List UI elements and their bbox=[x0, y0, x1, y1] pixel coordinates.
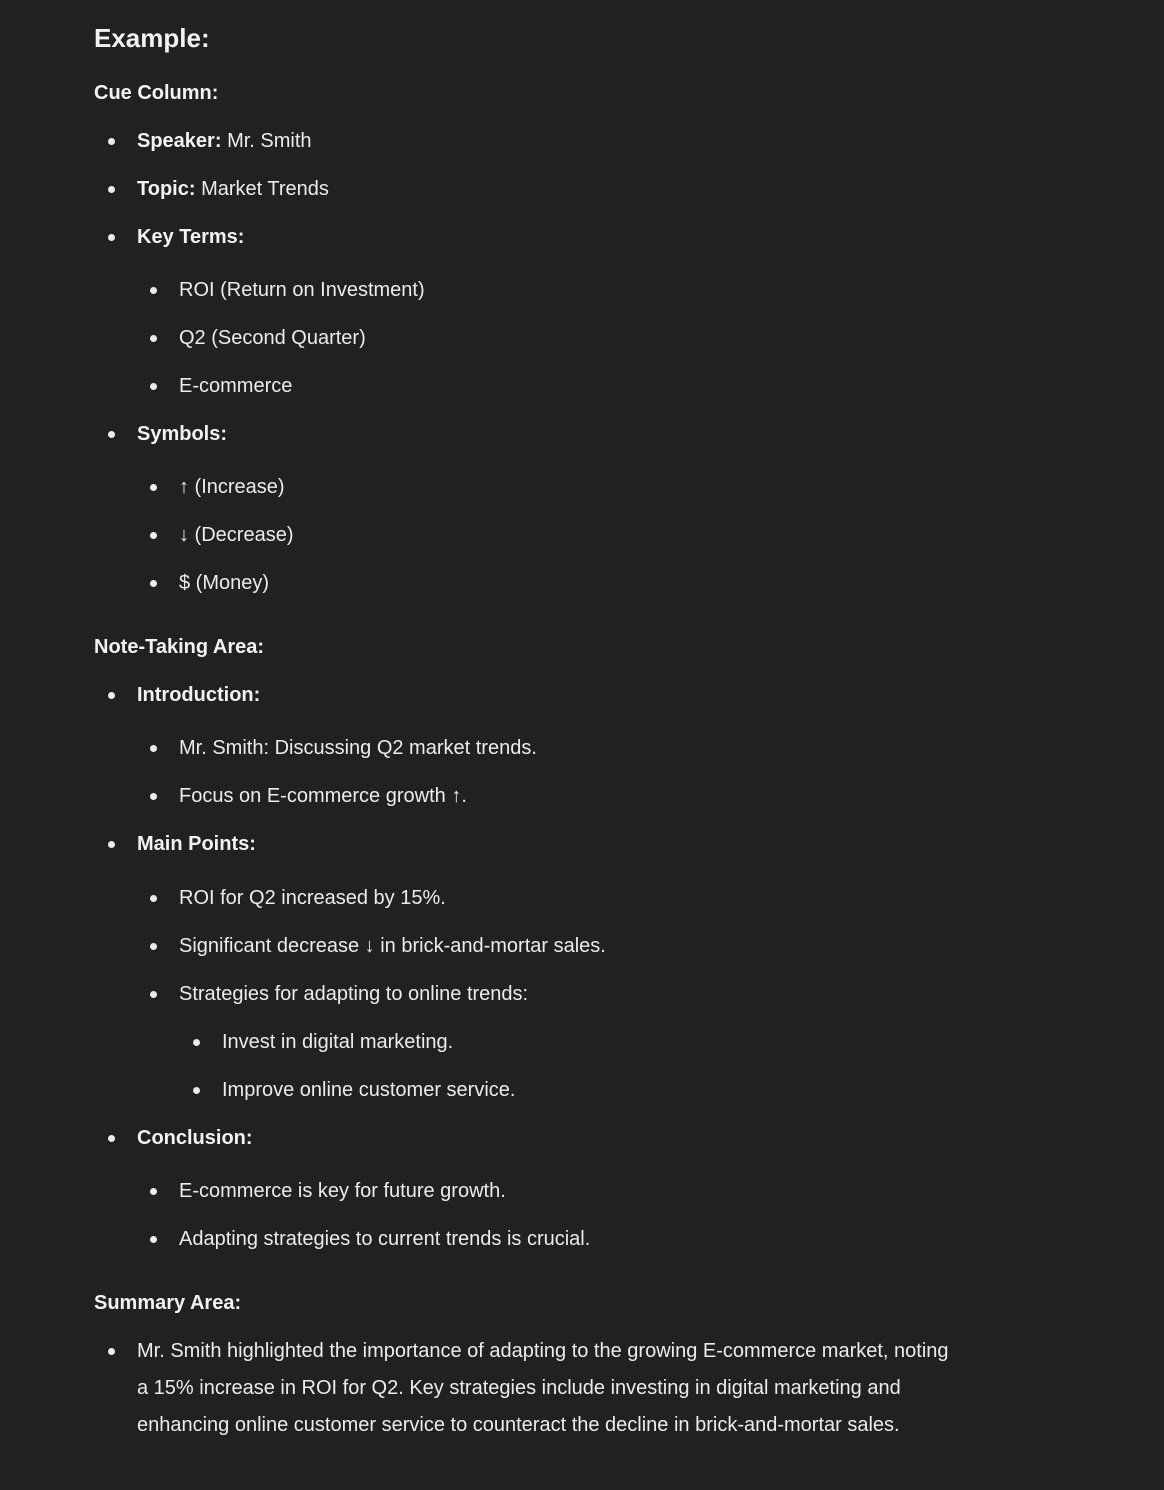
list-item: ROI (Return on Investment) bbox=[94, 276, 1054, 304]
list-item: Adapting strategies to current trends is crucial. bbox=[94, 1225, 1054, 1253]
cue-column-list-continued bbox=[94, 420, 1054, 448]
strategies-list bbox=[94, 1028, 1054, 1104]
list-item: ROI for Q2 increased by 15%. bbox=[94, 884, 1054, 912]
example-heading: Example: bbox=[94, 23, 210, 53]
introduction-list bbox=[94, 734, 1054, 810]
list-item: E-commerce is key for future growth. bbox=[94, 1177, 1054, 1205]
summary-item bbox=[94, 1333, 1054, 1444]
list-item: Improve online customer service. bbox=[94, 1076, 1054, 1104]
speaker-key: Speaker: bbox=[137, 130, 222, 152]
list-item: ↓ (Decrease) bbox=[94, 521, 1054, 549]
note-taking-list-conclusion bbox=[94, 1124, 1054, 1152]
list-item-symbols bbox=[94, 420, 1054, 448]
list-item: Mr. Smith: Discussing Q2 market trends. bbox=[94, 734, 1054, 762]
list-item: $ (Money) bbox=[94, 569, 1054, 597]
cue-column-list bbox=[94, 127, 1054, 251]
cue-column-label: Cue Column: bbox=[94, 82, 219, 104]
introduction-key: Introduction: bbox=[137, 684, 261, 706]
main-points-key: Main Points: bbox=[137, 833, 256, 855]
conclusion-key: Conclusion: bbox=[137, 1127, 253, 1149]
list-item-key-terms bbox=[94, 223, 1054, 251]
list-item: Q2 (Second Quarter) bbox=[94, 324, 1054, 352]
key-terms-key: Key Terms: bbox=[137, 226, 245, 248]
list-item: Invest in digital marketing. bbox=[94, 1028, 1054, 1056]
list-item: Significant decrease ↓ in brick-and-mortar sales. bbox=[94, 932, 1054, 960]
summary-list bbox=[94, 1333, 1054, 1444]
topic-key: Topic: bbox=[137, 178, 196, 200]
response-document bbox=[94, 0, 1054, 1444]
symbols-key: Symbols: bbox=[137, 423, 228, 445]
note-taking-list bbox=[94, 681, 1054, 709]
summary-line: enhancing online customer service to counteract the decline in brick-and-mortar sales. bbox=[137, 1414, 900, 1436]
list-item: E-commerce bbox=[94, 372, 1054, 400]
topic-value: Market Trends bbox=[201, 178, 329, 200]
note-taking-area-label: Note-Taking Area: bbox=[94, 636, 265, 658]
summary-line: a 15% increase in ROI for Q2. Key strategies include investing in digital marketing and bbox=[137, 1377, 901, 1399]
conclusion-list bbox=[94, 1177, 1054, 1253]
list-item-main-points bbox=[94, 830, 1054, 858]
speaker-value: Mr. Smith bbox=[227, 130, 312, 152]
main-points-list bbox=[94, 884, 1054, 1008]
list-item: Focus on E-commerce growth ↑. bbox=[94, 782, 1054, 810]
list-item: Strategies for adapting to online trends: bbox=[94, 980, 1054, 1008]
list-item-introduction bbox=[94, 681, 1054, 709]
key-terms-list bbox=[94, 276, 1054, 400]
note-taking-list-main bbox=[94, 830, 1054, 858]
symbols-list bbox=[94, 473, 1054, 597]
list-item-topic bbox=[94, 175, 1054, 203]
summary-line: Mr. Smith highlighted the importance of adapting to the growing E-commerce market, noting bbox=[137, 1340, 949, 1362]
list-item: ↑ (Increase) bbox=[94, 473, 1054, 501]
summary-area-label: Summary Area: bbox=[94, 1292, 242, 1314]
list-item-speaker bbox=[94, 127, 1054, 155]
list-item-conclusion bbox=[94, 1124, 1054, 1152]
